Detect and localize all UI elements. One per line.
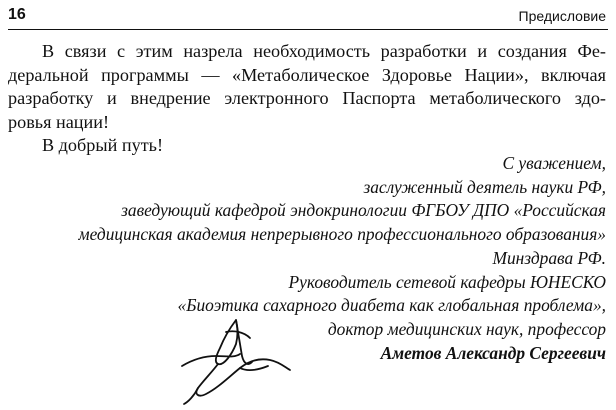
handwritten-signature [178,314,318,406]
closing-line: В добрый путь! [42,135,163,156]
sig-title-line: «Биоэтика сахарного диабета как глобальная проблема», [177,295,606,316]
sig-title-line: Минздрава РФ. [492,247,606,268]
main-text [8,40,606,158]
header-rule [8,29,608,30]
sig-title-line: медицинская академия непрерывного профессионального образования» [78,224,606,245]
page-number: 16 [8,6,26,23]
author-name: Аметов Александр Сергеевич [380,342,606,363]
page-header [0,0,616,30]
running-head: Предисловие [518,8,606,24]
paragraph-line: разработку и внедрение электронного Паспорта метаболического здо- [8,88,606,109]
sig-greeting: С уважением, [502,153,606,173]
paragraph-line: ровья нации! [8,111,110,132]
sig-title-line: заслуженный деятель науки РФ, [363,176,606,197]
paragraph-line: В связи с этим назрела необходимость разработки и создания Фе- [42,41,606,61]
sig-title-line: заведующий кафедрой эндокринологии ФГБОУ ДПО «Российская [121,200,606,221]
sig-title-line: Руководитель сетевой кафедры ЮНЕСКО [288,271,606,292]
signature-block [79,152,606,365]
paragraph-line: деральной программы — «Метаболическое Здоровье Нации», включая [8,64,606,85]
sig-title-line: доктор медицинских наук, профессор [327,318,606,339]
